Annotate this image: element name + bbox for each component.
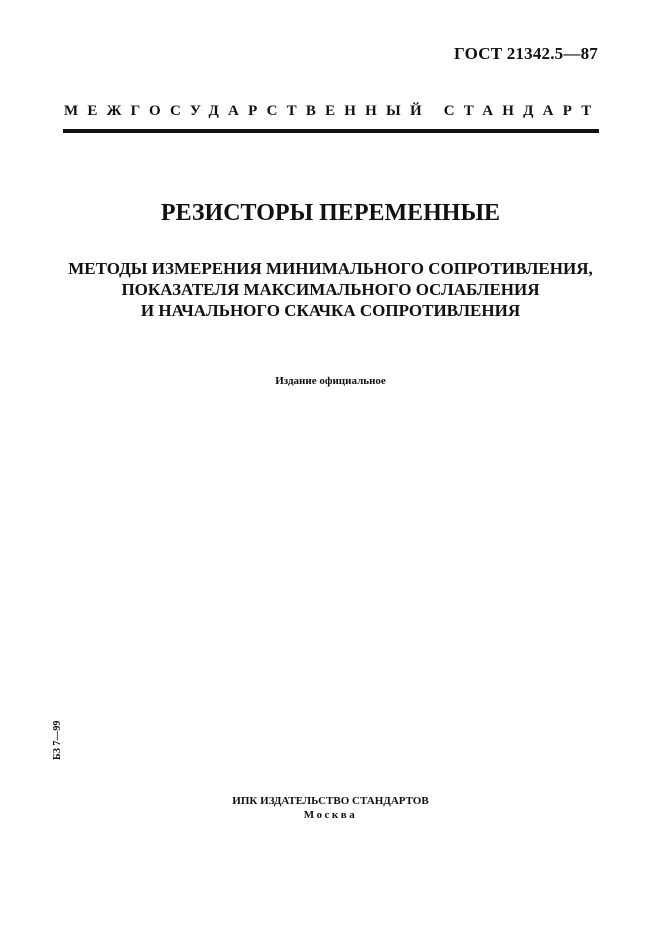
document-subtitle bbox=[0, 258, 661, 321]
publisher-city: Москва bbox=[303, 809, 358, 821]
edition-note: Издание официальное bbox=[275, 375, 386, 387]
publisher-name: ИПК ИЗДАТЕЛЬСТВО СТАНДАРТОВ bbox=[232, 795, 429, 807]
header-rule bbox=[63, 129, 599, 133]
subtitle-line: И НАЧАЛЬНОГО СКАЧКА СОПРОТИВЛЕНИЯ bbox=[140, 301, 521, 320]
side-catalog-code: БЗ 7—99 bbox=[52, 720, 63, 760]
subtitle-line: МЕТОДЫ ИЗМЕРЕНИЯ МИНИМАЛЬНОГО СОПРОТИВЛЕНИЯ, bbox=[68, 259, 593, 278]
document-title: РЕЗИСТОРЫ ПЕРЕМЕННЫЕ bbox=[160, 200, 501, 226]
subtitle-line: ПОКАЗАТЕЛЯ МАКСИМАЛЬНОГО ОСЛАБЛЕНИЯ bbox=[121, 280, 540, 299]
standard-type-heading: МЕЖГОСУДАРСТВЕННЫЙ СТАНДАРТ bbox=[64, 103, 601, 119]
standard-code: ГОСТ 21342.5—87 bbox=[454, 44, 598, 63]
